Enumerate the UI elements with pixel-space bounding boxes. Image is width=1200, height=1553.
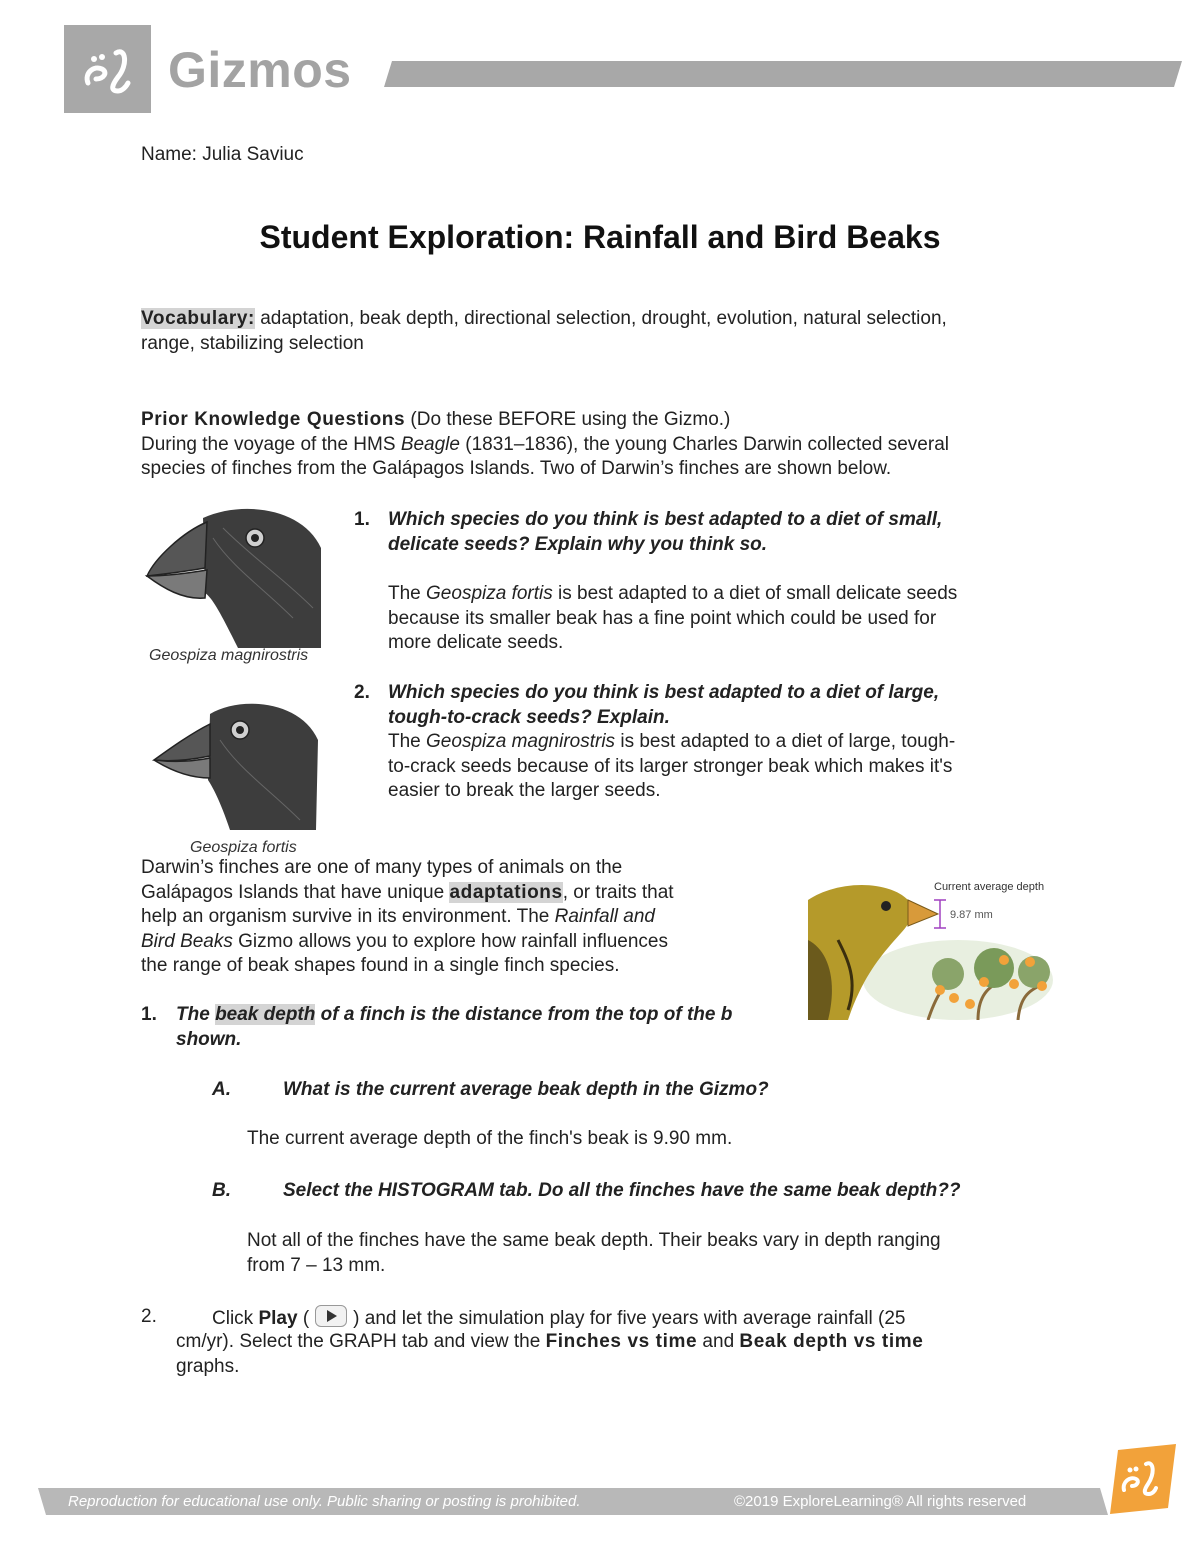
prior-answer-1 (388, 582, 1088, 656)
question-b-text: Select the HISTOGRAM tab. Do all the finches have the same beak depth?? (283, 1180, 961, 1201)
prior-question-1-number (354, 508, 370, 533)
question-2-line1: Which species do you think is best adapted to a diet of large, (388, 682, 940, 703)
question-text: Click (212, 1308, 259, 1329)
question-b-letter: B. (212, 1180, 231, 1201)
gizmo-intro-line5: the range of beak shapes found in a single finch species. (141, 955, 620, 976)
gizmo-finch-image (808, 880, 1053, 1020)
answer-1-line2: because its smaller beak has a fine point which could be used for (388, 607, 937, 629)
brand-name: Gizmos (168, 42, 352, 98)
prior-heading-note: (Do these BEFORE using the Gizmo.) (405, 409, 731, 430)
question-2-line2: tough-to-crack seeds? Explain. (388, 706, 670, 728)
gizmo-intro-line1: Darwin’s finches are one of many types of animals on the (141, 857, 623, 878)
species-name: Geospiza fortis (426, 583, 553, 604)
play-term: Play (258, 1308, 298, 1329)
graph-name-finches: Finches vs time (545, 1331, 698, 1352)
question-text: ( (297, 1308, 310, 1329)
gizmo-title-part: Rainfall and (554, 906, 655, 927)
gizmo-intro-text: Galápagos Islands that have unique (141, 881, 450, 903)
play-button-icon (315, 1305, 347, 1327)
footer-copyright: ©2019 ExploreLearning® All rights reserved (734, 1493, 1027, 1510)
answer-2-line2: to-crack seeds because of its larger stronger beak which makes it's (388, 755, 953, 777)
answer-2-line3: easier to break the larger seeds. (388, 780, 661, 801)
prior-question-2-number (354, 681, 370, 706)
question-text: of a finch is the distance from the top of the b (315, 1004, 733, 1025)
page-title: Student Exploration: Rainfall and Bird Beaks (259, 219, 941, 255)
question-1-line2: delicate seeds? Explain why you think so. (388, 533, 768, 555)
activity-question-1-line2: shown. (176, 1029, 242, 1050)
question-1-line1: Which species do you think is best adapted to a diet of small, (388, 509, 943, 530)
answer-a-text: The current average depth of the finch's beak is 9.90 mm. (247, 1128, 733, 1149)
finch-magnirostris-caption: Geospiza magnirostris (149, 647, 309, 664)
answer-text: The (388, 731, 427, 752)
ship-name: Beagle (400, 433, 460, 455)
vocab-term-beak-depth: beak depth (215, 1004, 316, 1025)
finch-magnirostris-image (143, 498, 323, 668)
answer-1-line3: more delicate seeds. (388, 632, 564, 653)
species-name: Geospiza magnirostris (426, 731, 616, 752)
question-number: 1. (141, 1004, 157, 1025)
question-text: The (176, 1004, 216, 1025)
vocabulary-label: Vocabulary: (141, 308, 255, 329)
vocab-term-adaptations: adaptations (449, 881, 563, 903)
activity-question-1 (176, 1003, 816, 1028)
finch-fortis-drawing (150, 690, 320, 830)
prior-intro-line2: species of finches from the Galápagos Islands. Two of Darwin’s finches are shown below. (141, 458, 892, 479)
vocabulary-terms-line1: adaptation, beak depth, directional selection, drought, evolution, natural selection, (254, 308, 947, 329)
finch-magnirostris-drawing (143, 498, 323, 648)
student-name: Name: Julia Saviuc (141, 144, 304, 165)
answer-text: The (388, 583, 427, 604)
question-a-text: What is the current average beak depth in the Gizmo? (283, 1079, 769, 1100)
prior-question-1 (388, 508, 1088, 557)
prior-knowledge-intro (141, 408, 1101, 482)
gizmo-intro-text: help an organism survive in its environment. The (141, 906, 555, 927)
answer-b (247, 1229, 1067, 1278)
answer-text: is best adapted to a diet of small delicate seeds (552, 583, 958, 604)
question-number: 2. (354, 682, 370, 703)
question-text: and (697, 1331, 740, 1352)
question-a-letter: A. (212, 1079, 231, 1100)
footer-disclaimer: Reproduction for educational use only. Public sharing or posting is prohibited. (68, 1493, 581, 1510)
header-divider-bar (384, 61, 1182, 87)
gizmos-logo-box (64, 25, 151, 113)
prior-heading: Prior Knowledge Questions (141, 409, 406, 430)
activity-question-1-number (141, 1003, 157, 1028)
current-average-depth-label: Current average depth (934, 881, 1045, 893)
gizmo-intro-paragraph (141, 856, 761, 979)
activity-question-2-line2 (176, 1330, 1036, 1355)
current-average-depth-value: 9.87 mm (950, 909, 993, 921)
prior-intro-text: (1831–1836), the young Charles Darwin collected several (459, 433, 949, 455)
answer-b-line1: Not all of the finches have the same beak depth. Their beaks vary in depth ranging (247, 1230, 941, 1251)
vocabulary-block (141, 307, 1101, 356)
question-text: cm/yr). Select the GRAPH tab and view the (176, 1331, 546, 1352)
gizmo-finch-drawing (808, 880, 1053, 1020)
activity-question-2-line1 (212, 1305, 1042, 1332)
gizmo-intro-text: Gizmo allows you to explore how rainfall influences (232, 930, 668, 952)
prior-intro-text: During the voyage of the HMS (141, 433, 401, 455)
question-text: ) and let the simulation play for five years with average rainfall (25 (353, 1308, 906, 1329)
finch-fortis-caption: Geospiza fortis (190, 839, 297, 856)
el-logo-footer-icon (1106, 1444, 1176, 1514)
gizmo-intro-text: , or traits that (562, 881, 674, 903)
answer-b-line2: from 7 – 13 mm. (247, 1254, 386, 1276)
activity-question-2-line3: graphs. (176, 1356, 240, 1377)
graph-name-beak-depth: Beak depth vs time (739, 1331, 924, 1352)
el-logo-icon (64, 25, 151, 113)
activity-question-2-number: 2. (141, 1306, 157, 1327)
gizmo-title-part: Bird Beaks (141, 930, 233, 952)
vocabulary-terms-line2: range, stabilizing selection (141, 332, 364, 354)
prior-question-2 (388, 681, 1088, 804)
answer-text: is best adapted to a diet of large, tough- (615, 731, 956, 752)
finch-fortis-image (150, 690, 330, 860)
question-number: 1. (354, 509, 370, 530)
